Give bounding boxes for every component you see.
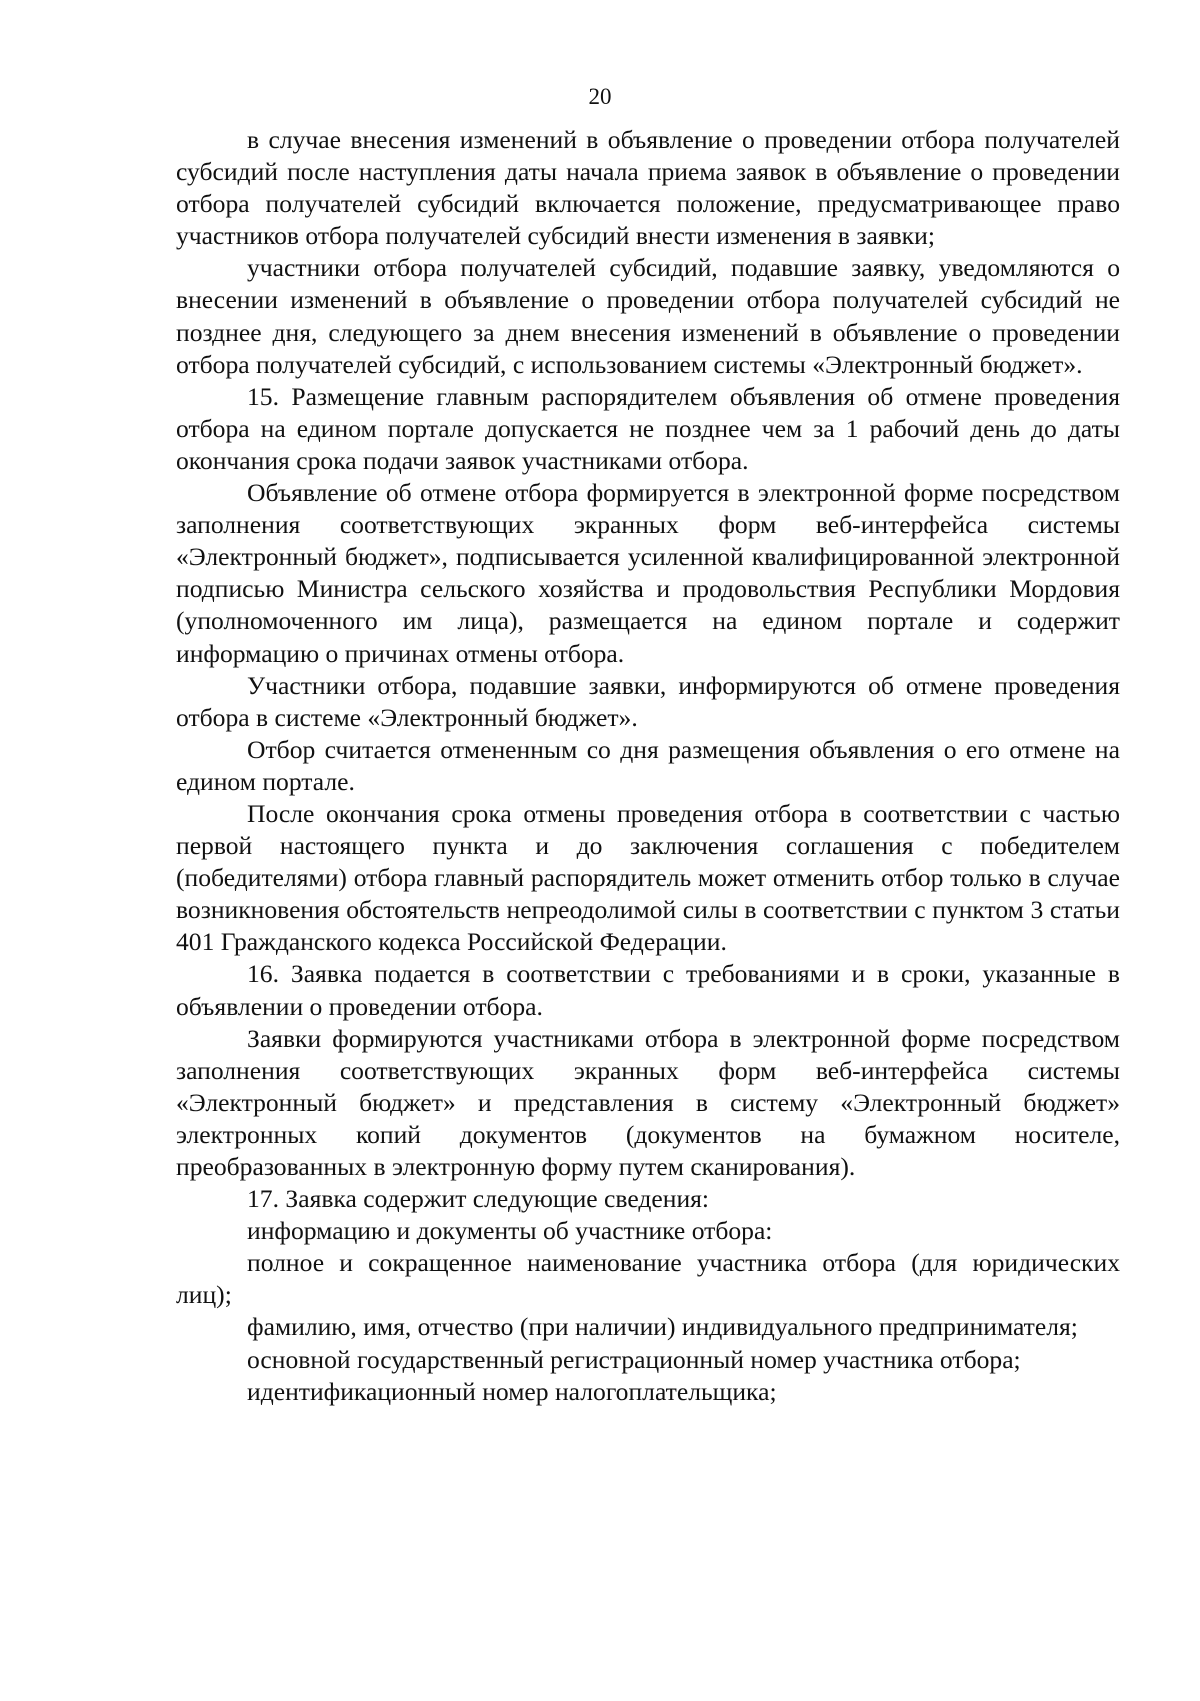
page-number: 20	[588, 84, 612, 109]
paragraph: фамилию, имя, отчество (при наличии) индивидуального предпринимателя;	[247, 1312, 1078, 1342]
paragraph: Участники отбора, подавшие заявки, информируются об отмене проведения отбора в системе «Электронный бюджет».	[176, 670, 1120, 732]
paragraph: идентификационный номер налогоплательщика;	[247, 1376, 777, 1406]
paragraph: участники отбора получателей субсидий, подавшие заявку, уведомляются о внесении изменений в объявление о проведении отбора получателей субсидий не позднее дня, следующего за днем внесения изменений в объявление о проведении отбора получателей субсидий, с использованием системы «Электронный бюджет».	[176, 253, 1120, 379]
paragraph: Объявление об отмене отбора формируется в электронной форме посредством заполнения соответствующих экранных форм веб-интерфейса системы «Электронный бюджет», подписывается усиленной квалифицированной электронной подписью Министра сельского хозяйства и продовольствия Республики Мордовия (уполномоченного им лица), размещается на едином портале и содержит информацию о причинах отмены отбора.	[176, 478, 1120, 668]
paragraph: 15. Размещение главным распорядителем объявления об отмене проведения отбора на едином портале допускается не позднее чем за 1 рабочий день до даты окончания срока подачи заявок участниками отбора.	[176, 381, 1120, 475]
paragraph: После окончания срока отмены проведения отбора в соответствии с частью первой настоящего пункта и до заключения соглашения с победителем (победителями) отбора главный распорядитель может отменить отбор только в случае возникновения обстоятельств непреодолимой силы в соответствии с пунктом 3 статьи 401 Гражданского кодекса Российской Федерации.	[176, 798, 1120, 957]
paragraph: Отбор считается отмененным со дня размещения объявления о его отмене на едином портале.	[176, 734, 1120, 796]
paragraph: основной государственный регистрационный номер участника отбора;	[247, 1344, 1021, 1374]
paragraph: информацию и документы об участнике отбора:	[247, 1216, 773, 1246]
paragraph: в случае внесения изменений в объявление о проведении отбора получателей субсидий после наступления даты начала приема заявок в объявление о проведении отбора получателей субсидий включается положение, предусматривающее право участников отбора получателей субсидий внести изменения в заявки;	[176, 125, 1120, 251]
paragraph: полное и сокращенное наименование участника отбора (для юридических лиц);	[176, 1248, 1120, 1310]
paragraph: 17. Заявка содержит следующие сведения:	[247, 1184, 710, 1214]
paragraph: 16. Заявка подается в соответствии с требованиями и в сроки, указанные в объявлении о проведении отбора.	[176, 959, 1120, 1021]
document-body	[176, 124, 1120, 1408]
paragraph: Заявки формируются участниками отбора в электронной форме посредством заполнения соответствующих экранных форм веб-интерфейса системы «Электронный бюджет» и представления в систему «Электронный бюджет» электронных копий документов (документов на бумажном носителе, преобразованных в электронную форму путем сканирования).	[176, 1023, 1120, 1181]
